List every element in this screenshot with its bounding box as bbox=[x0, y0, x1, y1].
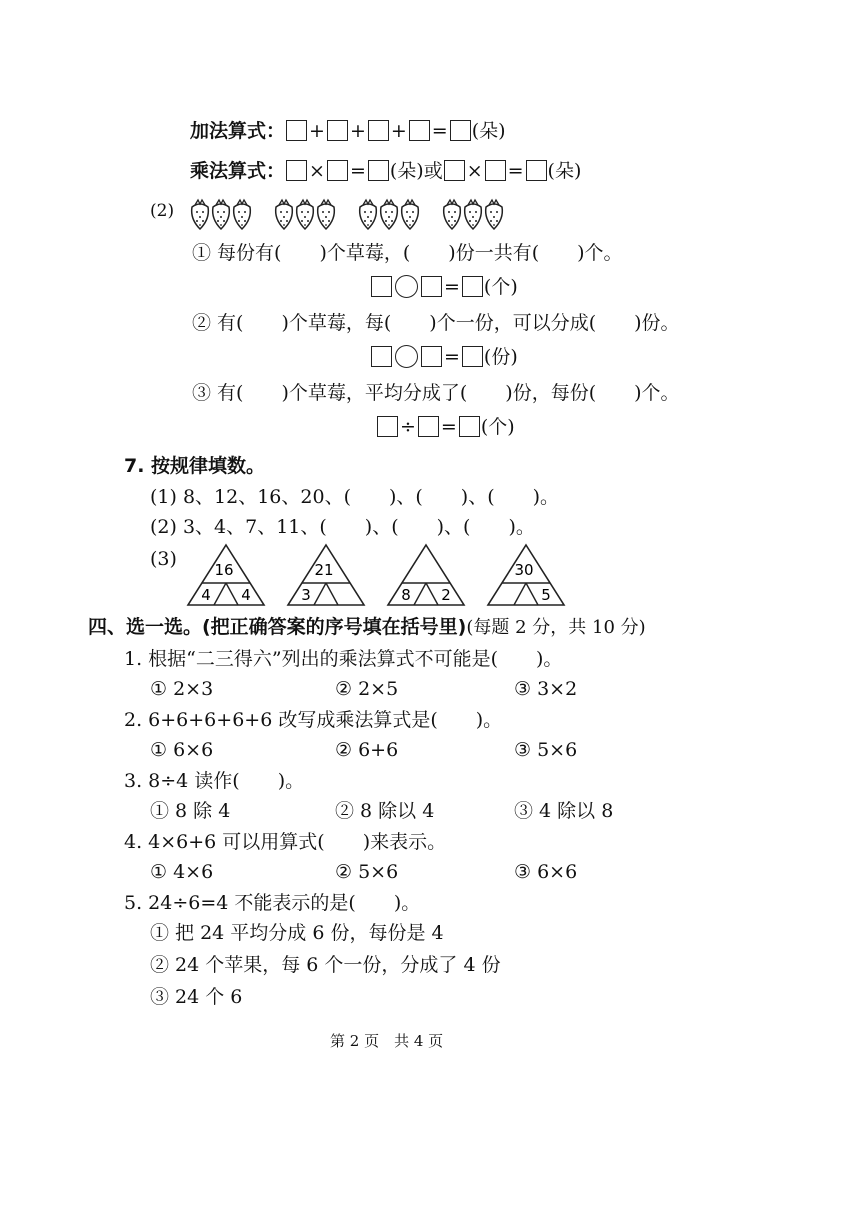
q7-label-3: (3) bbox=[150, 548, 177, 570]
answer-box[interactable] bbox=[368, 160, 389, 181]
answer-box[interactable] bbox=[444, 160, 465, 181]
choice-option[interactable]: ① 把 24 平均分成 6 份，每份是 4 bbox=[150, 922, 444, 944]
operator-circle[interactable] bbox=[395, 345, 418, 368]
section4-title: 四、选一选。(把正确答案的序号填在括号里) bbox=[88, 616, 467, 638]
strawberry-group-2-icon bbox=[276, 200, 335, 229]
answer-box[interactable] bbox=[421, 346, 442, 367]
unit-duo: (朵) bbox=[471, 120, 506, 142]
number-triangle-3 bbox=[386, 543, 466, 607]
answer-box[interactable] bbox=[462, 346, 483, 367]
answer-box[interactable] bbox=[450, 120, 471, 141]
number-triangle-1 bbox=[186, 543, 266, 607]
answer-box[interactable] bbox=[459, 416, 480, 437]
choice-question-3: 3. 8÷4 读作( )。 bbox=[124, 770, 305, 792]
strawberry-group-3-icon bbox=[360, 200, 419, 229]
number-triangle-4 bbox=[486, 543, 566, 607]
part2-question-2: ② 有( )个草莓，每( )个一份，可以分成( )份。 bbox=[192, 312, 680, 334]
part2-label: (2) bbox=[150, 201, 175, 221]
triangle-left-number: 8 bbox=[401, 586, 411, 604]
or-text: 或 bbox=[423, 160, 443, 182]
answer-box[interactable] bbox=[371, 276, 392, 297]
choice-option[interactable]: ① 2×3 bbox=[150, 678, 214, 700]
triangle-top-number: 30 bbox=[514, 561, 534, 579]
triangle-right-number: 5 bbox=[541, 586, 551, 604]
answer-box[interactable] bbox=[421, 276, 442, 297]
part2-question-3: ③ 有( )个草莓，平均分成了( )份，每份( )个。 bbox=[192, 382, 680, 404]
choice-option[interactable]: ① 6×6 bbox=[150, 739, 214, 761]
answer-box[interactable] bbox=[327, 120, 348, 141]
answer-box[interactable] bbox=[462, 276, 483, 297]
q7-title: 7. 按规律填数。 bbox=[124, 455, 266, 477]
choice-option[interactable]: ③ 3×2 bbox=[514, 678, 578, 700]
choice-option[interactable]: ② 8 除以 4 bbox=[335, 800, 435, 822]
part2-formula-2: = (份) bbox=[370, 344, 518, 370]
q7-sequence-1: (1) 8、12、16、20、( )、( )、( )。 bbox=[150, 486, 560, 508]
answer-box[interactable] bbox=[327, 160, 348, 181]
choice-option[interactable]: ③ 5×6 bbox=[514, 739, 578, 761]
operator-circle[interactable] bbox=[395, 275, 418, 298]
triangle-left-number: 4 bbox=[201, 586, 211, 604]
choice-option[interactable]: ② 5×6 bbox=[335, 861, 399, 883]
choice-question-1: 1. 根据“二三得六”列出的乘法算式不可能是( )。 bbox=[124, 648, 563, 670]
triangle-right-number: 2 bbox=[441, 586, 451, 604]
part2-question-1: ① 每份有( )个草莓，( )份一共有( )个。 bbox=[192, 242, 623, 264]
answer-box[interactable] bbox=[371, 346, 392, 367]
answer-box[interactable] bbox=[368, 120, 389, 141]
multiplication-label: 乘法算式： bbox=[190, 160, 286, 182]
number-triangle-2 bbox=[286, 543, 366, 607]
answer-box[interactable] bbox=[377, 416, 398, 437]
triangle-left-number: 3 bbox=[301, 586, 311, 604]
choice-option[interactable]: ③ 4 除以 8 bbox=[514, 800, 614, 822]
choice-option[interactable]: ① 4×6 bbox=[150, 861, 214, 883]
addition-formula-row: 加法算式： + + + = (朵) bbox=[190, 120, 506, 142]
choice-question-4: 4. 4×6+6 可以用算式( )来表示。 bbox=[124, 831, 447, 853]
page-footer: 第 2 页 共 4 页 bbox=[330, 1032, 444, 1050]
strawberry-group-1-icon bbox=[192, 200, 251, 229]
triangle-top-number: 16 bbox=[214, 561, 234, 579]
answer-box[interactable] bbox=[409, 120, 430, 141]
q7-sequence-2: (2) 3、4、7、11、( )、( )、( )。 bbox=[150, 516, 535, 538]
choice-question-5: 5. 24÷6=4 不能表示的是( )。 bbox=[124, 892, 421, 914]
section4-header bbox=[88, 614, 646, 641]
triangle-right-number: 4 bbox=[241, 586, 251, 604]
triangle-top-number: 21 bbox=[314, 561, 334, 579]
answer-box[interactable] bbox=[286, 120, 307, 141]
strawberry-group-4-icon bbox=[444, 200, 503, 229]
choice-question-2: 2. 6+6+6+6+6 改写成乘法算式是( )。 bbox=[124, 709, 503, 731]
addition-label: 加法算式： bbox=[190, 120, 286, 142]
choice-option[interactable]: ② 24 个苹果，每 6 个一份，分成了 4 份 bbox=[150, 954, 501, 976]
answer-box[interactable] bbox=[485, 160, 506, 181]
strawberry-icons bbox=[190, 196, 520, 232]
answer-box[interactable] bbox=[418, 416, 439, 437]
answer-box[interactable] bbox=[526, 160, 547, 181]
answer-box[interactable] bbox=[286, 160, 307, 181]
part2-formula-1: = (个) bbox=[370, 274, 518, 300]
part2-formula-3: ÷ = (个) bbox=[376, 414, 515, 440]
section4-score: (每题 2 分，共 10 分) bbox=[466, 617, 646, 638]
choice-option[interactable]: ② 6+6 bbox=[335, 739, 399, 761]
choice-option[interactable]: ③ 24 个 6 bbox=[150, 986, 243, 1008]
multiplication-formula-row: 乘法算式： × = (朵)或 × = (朵) bbox=[190, 160, 582, 182]
choice-option[interactable]: ③ 6×6 bbox=[514, 861, 578, 883]
choice-option[interactable]: ② 2×5 bbox=[335, 678, 399, 700]
choice-option[interactable]: ① 8 除 4 bbox=[150, 800, 231, 822]
